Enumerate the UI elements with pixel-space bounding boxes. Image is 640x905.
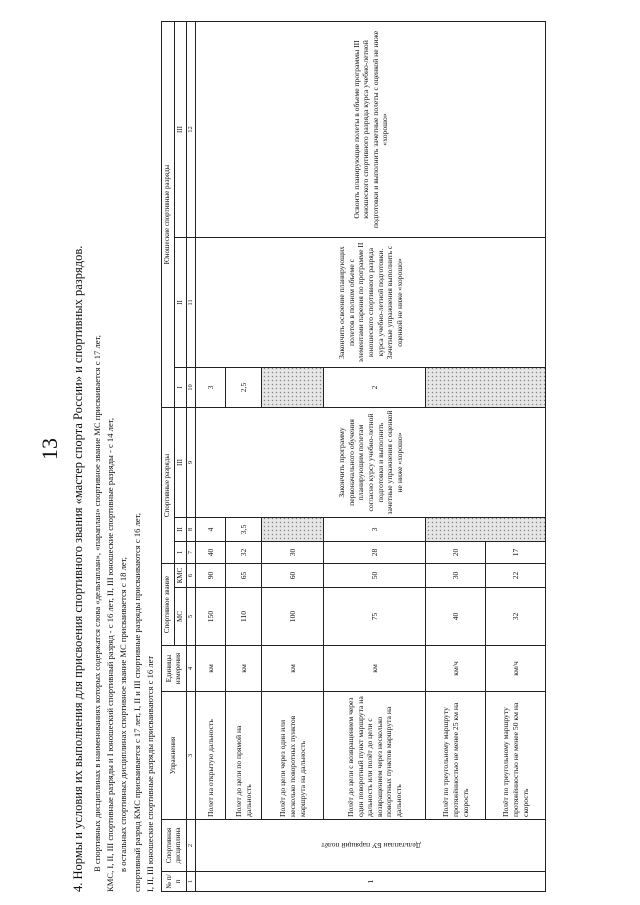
column-index: 5 xyxy=(187,588,196,646)
header-y3: III xyxy=(174,22,187,238)
note-line: спортивный разряд КМС присваивается с 17 лет, I, II и III спортивные разряды присваиваются с 16 лет, xyxy=(131,513,142,892)
unit-cell: км xyxy=(324,646,426,692)
column-index: 2 xyxy=(187,820,196,872)
header-row xyxy=(162,22,175,892)
r2-cell: 3,5 xyxy=(226,518,262,542)
column-index: 12 xyxy=(187,22,196,238)
ms-cell: 75 xyxy=(324,588,426,646)
header-y1: I xyxy=(174,368,187,408)
section-heading: 4. Нормы и условия их выполнения для присвоения спортивного звания «мастер спорта России» и спортивных разрядов. xyxy=(71,245,85,892)
header-ranks-group: Спортивные разряды xyxy=(162,408,175,564)
note-line: I, II, III юношеские спортивные разряды присваиваются с 16 лет xyxy=(144,655,155,892)
shaded-cell xyxy=(262,518,324,542)
unit-cell: км xyxy=(262,646,324,692)
page-number: 13 xyxy=(37,438,62,460)
y1-cell: 3 xyxy=(196,368,226,408)
column-index-row xyxy=(187,22,196,892)
unit-cell: км/ч xyxy=(486,646,546,692)
note-line: В спортивных дисциплинах в наименованиях которых содержатся слова «дельтаплан», «параплан» спортивное звание МС присваивается с 17 лет, xyxy=(92,335,102,872)
r2-cell: 4 xyxy=(196,518,226,542)
ms-cell: 150 xyxy=(196,588,226,646)
kms-cell: 50 xyxy=(324,564,426,588)
header-units: Единицы измерения xyxy=(162,646,187,692)
column-index: 3 xyxy=(187,692,196,820)
column-index: 4 xyxy=(187,646,196,692)
y2-requirement: Закончить освоение планирующих полетов в полном объеме с элементами парения по программе II юношеского спортивного разряда курса учебно-летной подготовки. Зачетные упражнения выполнить с оценкой не ниже «хорошо» xyxy=(196,238,546,368)
shaded-cell xyxy=(262,368,324,408)
kms-cell: 65 xyxy=(226,564,262,588)
header-ms: МС xyxy=(174,588,187,646)
column-index: 11 xyxy=(187,238,196,368)
column-index: 6 xyxy=(187,564,196,588)
r1-cell: 17 xyxy=(486,542,546,564)
exercise-cell: Полёт по треугольному маршруту протяжённостью не менее 25 км на скорость xyxy=(426,692,486,820)
shaded-cell xyxy=(426,518,546,542)
header-youth-group: Юношеские спортивные разряды xyxy=(162,22,175,408)
r1-cell: 30 xyxy=(262,542,324,564)
header-y2: II xyxy=(174,238,187,368)
r2-cell: 3 xyxy=(324,518,426,542)
r1-cell: 28 xyxy=(324,542,426,564)
exercise-cell: Полёт до цели через один или несколько поворотных пунктов маршрута на дальность xyxy=(262,692,324,820)
unit-cell: км/ч xyxy=(426,646,486,692)
kms-cell: 30 xyxy=(426,564,486,588)
unit-cell: км xyxy=(196,646,226,692)
column-index: 7 xyxy=(187,542,196,564)
header-num: № п/п xyxy=(162,872,187,892)
r1-cell: 20 xyxy=(426,542,486,564)
norms-table xyxy=(161,21,546,892)
ms-cell: 100 xyxy=(262,588,324,646)
column-index: 8 xyxy=(187,518,196,542)
exercise-cell: Полет на открытую дальность xyxy=(196,692,226,820)
header-r2: II xyxy=(174,518,187,542)
column-index: 10 xyxy=(187,368,196,408)
ms-cell: 40 xyxy=(426,588,486,646)
header-kms: КМС xyxy=(174,564,187,588)
header-exercise: Упражнения xyxy=(162,692,187,820)
discipline-name: Дельтаплан БУ парящий полёт xyxy=(196,820,546,872)
ms-cell: 110 xyxy=(226,588,262,646)
ms-cell: 32 xyxy=(486,588,546,646)
note-line: КМС, I, II, III спортивные разряды и I юношеский спортивный разряд - с 16 лет, II, III юношеские спортивные разряды - с 14 лет, xyxy=(105,417,116,892)
r1-cell: 32 xyxy=(226,542,262,564)
note-line: в остальных спортивных дисциплинах спортивное звание МС присваивается с 18 лет, xyxy=(118,557,129,872)
row-number: 1 xyxy=(196,872,546,892)
column-index: 1 xyxy=(187,872,196,892)
notes-block xyxy=(91,22,157,892)
table-row xyxy=(196,22,226,892)
header-title-group: Спортивное звание xyxy=(162,564,175,646)
kms-cell: 60 xyxy=(262,564,324,588)
kms-cell: 90 xyxy=(196,564,226,588)
kms-cell: 22 xyxy=(486,564,546,588)
column-index: 9 xyxy=(187,408,196,518)
shaded-cell xyxy=(426,368,546,408)
y1-cell: 2,5 xyxy=(226,368,262,408)
r3-requirement: Закончить программу первоначального обучения планирующим полетам согласно курсу учебно-летной подготовки и выполнить зачетные упражнения с оценкой не ниже «хорошо» xyxy=(196,408,546,518)
header-discipline: Спортивная дисциплина xyxy=(162,820,187,872)
y1-cell: 2 xyxy=(324,368,426,408)
r1-cell: 40 xyxy=(196,542,226,564)
rotated-page-content xyxy=(70,22,635,892)
exercise-cell: Полёт по треугольному маршруту протяжённостью не менее 50 км на скорость xyxy=(486,692,546,820)
exercise-cell: Полет до цели по прямой на дальность xyxy=(226,692,262,820)
exercise-cell: Полёт до цели с возвращением через один поворотный пункт маршрута на дальность или полёт до цели с возвращением через несколько поворотных пунктов маршрута на дальность xyxy=(324,692,426,820)
y3-requirement: Освоить планирующие полеты в объеме программы III юношеского спортивного разряда курса учебно-летной подготовки и выполнить зачетные полеты с оценкой не ниже «хорошо» xyxy=(196,22,546,238)
header-r1: I xyxy=(174,542,187,564)
header-r3: III xyxy=(174,408,187,518)
unit-cell: км xyxy=(226,646,262,692)
